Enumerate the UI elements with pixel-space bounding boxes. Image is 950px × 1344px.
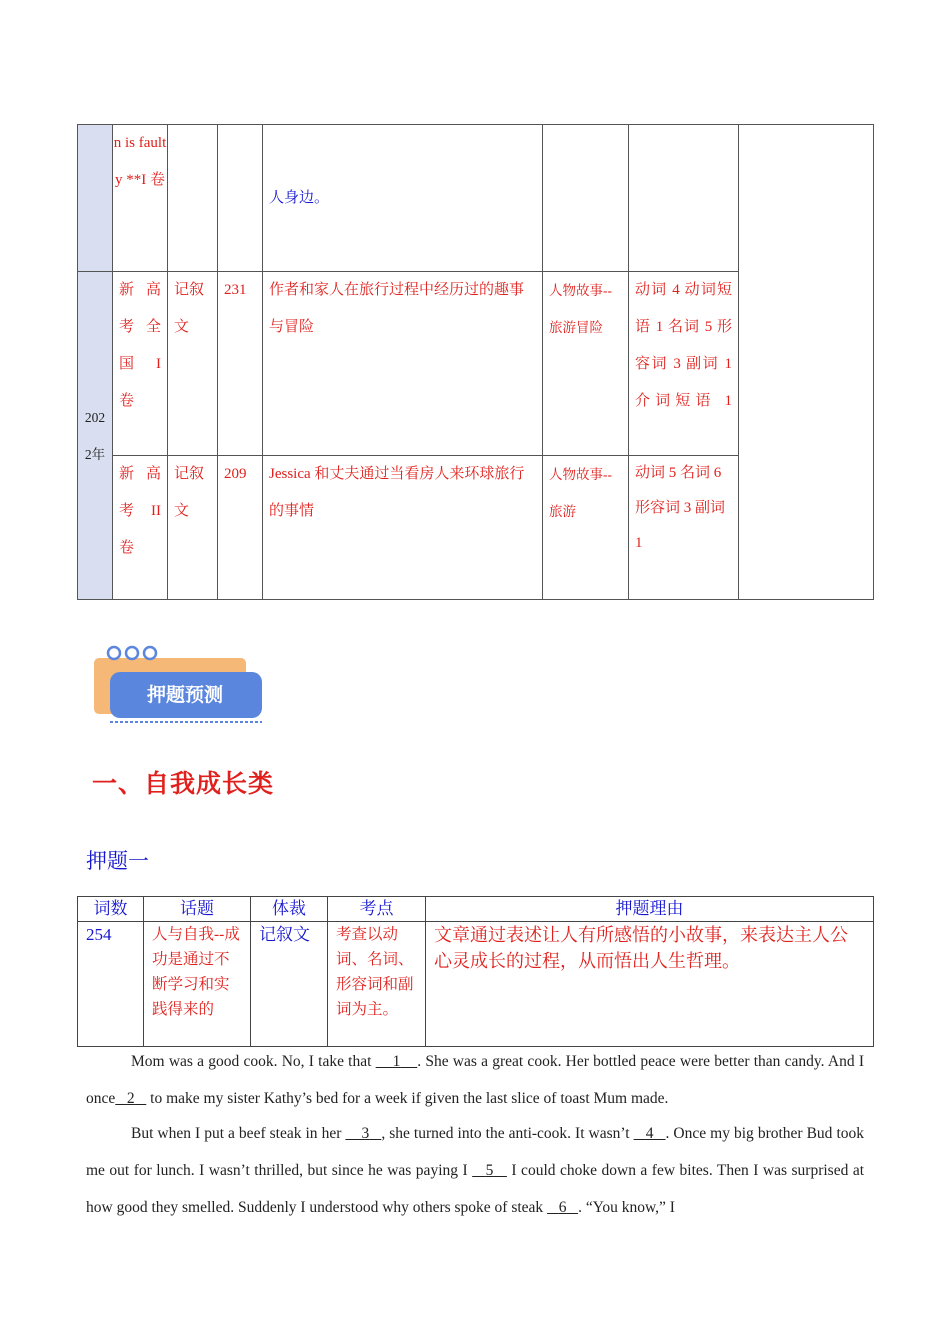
text-run: . Once my big brother Bud took me out for lunch. I wasn’t thrilled, but since he was paying I — [86, 1125, 865, 1179]
header-words: 词数 — [78, 897, 144, 922]
blank-cell — [739, 125, 874, 600]
summary-cell: Jessica 和丈夫通过当看房人来环球旅行的事情 — [263, 456, 543, 600]
blank-6: 6 — [558, 1199, 567, 1216]
words-cell: 254 — [78, 922, 144, 1047]
points-cell: 动词 5 名词 6 形容词 3 副词 1 — [629, 456, 739, 600]
year-cell — [78, 272, 113, 600]
passage-paragraph-1 — [86, 1043, 864, 1117]
ring-icon — [126, 647, 138, 659]
reason-cell: 文章通过表述让人有所感悟的小故事，来表达主人公心灵成长的过程，从而悟出人生哲理。 — [426, 922, 874, 1047]
prediction-banner — [92, 644, 267, 728]
text-run: , she turned into the anti-cook. It wasn’t — [381, 1125, 634, 1142]
blank-5: 5 — [485, 1162, 494, 1179]
section-title: 一、自我成长类 — [92, 769, 275, 798]
words-cell: 231 — [218, 272, 263, 456]
genre-cell — [168, 125, 218, 272]
text-run: But when I put a beef steak in her — [131, 1125, 346, 1142]
header-genre: 体裁 — [251, 897, 328, 922]
words-cell: 209 — [218, 456, 263, 600]
paper-cell: 新高考全国 I 卷 — [113, 272, 168, 456]
theme-cell: 人物故事--旅游 — [543, 456, 629, 600]
theme-cell: 人物故事--旅游冒险 — [543, 272, 629, 456]
text-run: . “You know,” I — [578, 1199, 675, 1216]
table-header-row — [78, 897, 874, 922]
blank-3: 3 — [361, 1125, 370, 1142]
genre-cell: 记叙文 — [168, 272, 218, 456]
text-run: . She was a great cook. Her bottled peace were better than candy. And I once — [86, 1053, 864, 1107]
summary-text: 人身边。 — [269, 188, 330, 206]
text-run: to make my sister Kathy’s bed for a week if given the last slice of toast Mum made. — [146, 1090, 669, 1107]
genre-cell: 记叙文 — [251, 922, 328, 1047]
points-cell: 动词 4 动词短语 1 名词 5 形容词 3 副词 1 介词短语 1 — [629, 272, 739, 456]
subsection-title: 押题一 — [86, 849, 149, 873]
table-row — [78, 922, 874, 1047]
genre-cell: 记叙文 — [168, 456, 218, 600]
year-label: 2022年 — [84, 409, 106, 462]
theme-cell — [543, 125, 629, 272]
exam-analysis-table — [77, 124, 874, 600]
passage-paragraph-2 — [86, 1115, 864, 1226]
points-cell — [629, 125, 739, 272]
summary-cell — [263, 125, 543, 272]
blank-4: 4 — [645, 1125, 654, 1142]
paper-cell: 新高考 II 卷 — [113, 456, 168, 600]
banner-label: 押题预测 — [146, 684, 224, 706]
text-run: I could choke down a few bites. Then I was surprised at how good they smelled. Suddenly I understood why others spoke of steak — [86, 1162, 865, 1216]
topic-cell: 人与自我--成功是通过不断学习和实践得来的 — [144, 922, 251, 1047]
table-row — [78, 125, 874, 272]
paper-cell: n is fault y **I 卷 — [113, 125, 168, 272]
header-reason: 押题理由 — [426, 897, 874, 922]
prediction-table — [77, 896, 874, 1047]
text-run: Mom was a good cook. No, I take that — [131, 1053, 376, 1070]
blank-1: 1 — [392, 1053, 401, 1070]
summary-cell: 作者和家人在旅行过程中经历过的趣事与冒险 — [263, 272, 543, 456]
ring-icon — [108, 647, 120, 659]
blank-2: 2 — [126, 1090, 135, 1107]
points-cell: 考查以动词、名词、形容词和副词为主。 — [328, 922, 426, 1047]
year-cell — [78, 125, 113, 272]
words-cell — [218, 125, 263, 272]
header-points: 考点 — [328, 897, 426, 922]
header-topic: 话题 — [144, 897, 251, 922]
ring-icon — [144, 647, 156, 659]
